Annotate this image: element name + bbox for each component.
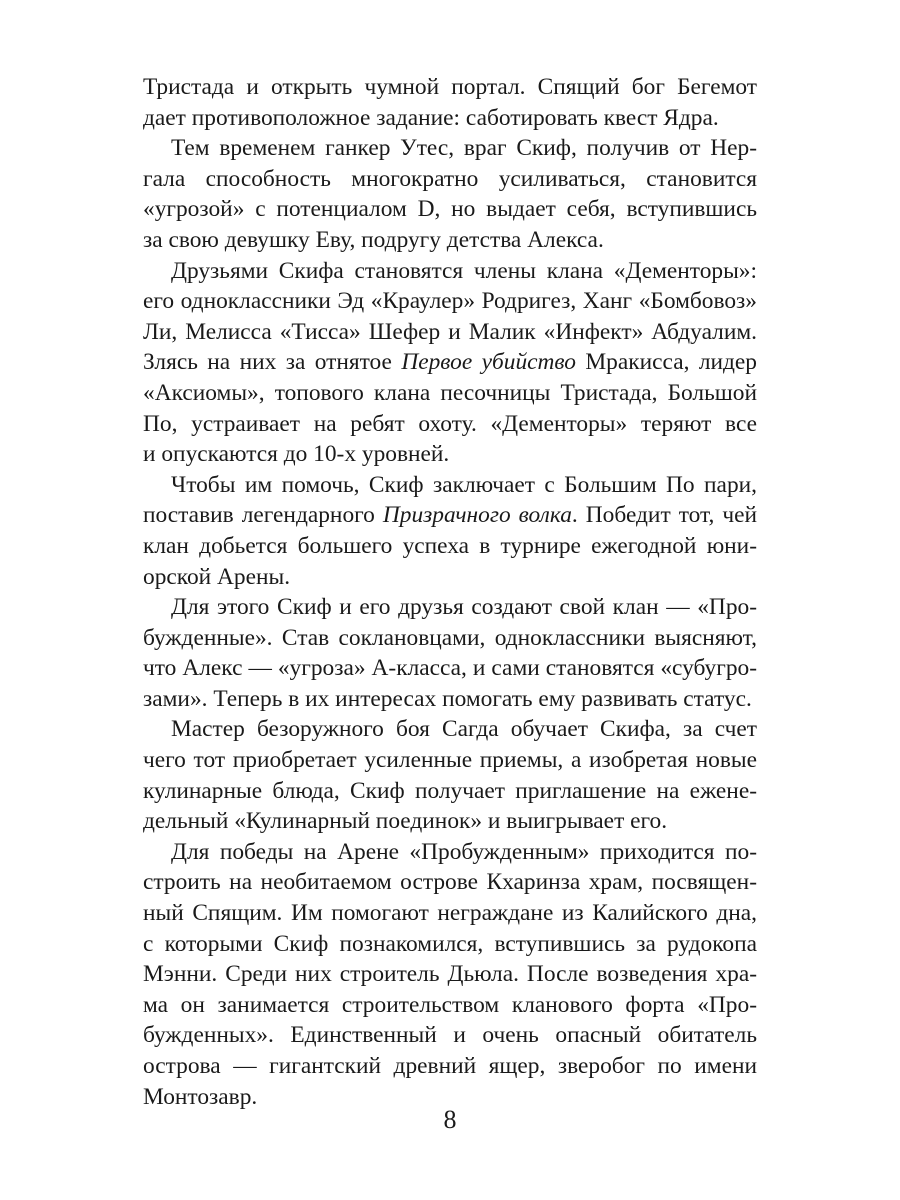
text-line: дельный «Кулинарный поединок» и выигрывает его. xyxy=(143,808,668,835)
paragraph xyxy=(143,256,757,470)
italic-title: Призрачного волка xyxy=(382,502,572,529)
text-line: По, устраивает на ребят охоту. «Дементоры» теряют все xyxy=(143,410,757,437)
text-line: Мастер безоружного боя Сагда обучает Скифа, за счет xyxy=(171,716,757,743)
text-line: «угрозой» с потенциалом D, но выдает себя, вступившись xyxy=(143,196,757,223)
text-line: строить на необитаемом острове Кхаринза храм, посвящен- xyxy=(143,869,757,896)
text-line: острова — гигантский древний ящер, зверобог по имени xyxy=(143,1053,757,1079)
paragraph xyxy=(143,592,757,714)
text-line: что Алекс — «угроза» А-класса, и сами становятся «субугро- xyxy=(143,655,757,682)
text-line: Ли, Мелисса «Тисса» Шефер и Малик «Инфект» Абдуалим. xyxy=(143,318,757,345)
text-line: Для победы на Арене «Пробужденным» приходится по- xyxy=(171,838,757,865)
text-line: Тристада и открыть чумной портал. Спящий бог Бегемот xyxy=(143,74,757,100)
text-line: его одноклассники Эд «Краулер» Родригез, Ханг «Бомбовоз» xyxy=(143,288,757,315)
text-line xyxy=(143,347,757,378)
text-line: и опускаются до 10-х уровней. xyxy=(143,441,450,468)
text-line: за свою девушку Еву, подругу детства Алекса. xyxy=(143,226,604,253)
paragraph xyxy=(143,714,757,836)
paragraph xyxy=(143,133,757,255)
text-line: бужденных». Единственный и очень опасный обитатель xyxy=(143,1022,757,1049)
text-line: Тем временем ганкер Утес, враг Скиф, получив от Нер- xyxy=(171,135,757,162)
text-line: чего тот приобретает усиленные приемы, а изобретая новые xyxy=(143,747,757,774)
text-line: кулинарные блюда, Скиф получает приглашение на ежене- xyxy=(143,777,757,804)
text-line: орской Арены. xyxy=(143,563,291,590)
text-line: гала способность многократно усиливаться, становится xyxy=(143,165,757,192)
text-line: дает противоположное задание: саботировать квест Ядра. xyxy=(143,104,719,131)
text-line: зами». Теперь в их интересах помогать ему развивать статус. xyxy=(143,685,752,712)
text-line: ный Спящим. Им помогают неграждане из Калийского дна, xyxy=(143,900,757,927)
text-line: «Аксиомы», топового клана песочницы Тристада, Большой xyxy=(143,379,757,406)
text-line: Монтозавр. xyxy=(143,1083,258,1110)
text-line xyxy=(143,500,757,531)
paragraph xyxy=(143,837,757,1112)
page-text xyxy=(143,72,757,1112)
text-line: Для этого Скиф и его друзья создают свой клан — «Про- xyxy=(171,594,757,621)
text-line: Друзьями Скифа становятся члены клана «Дементоры»: xyxy=(171,257,757,284)
italic-title: Первое убийство xyxy=(401,349,576,376)
text-run: . Победит тот, чей xyxy=(571,502,757,529)
text-run: поставив легендарного xyxy=(143,502,383,529)
text-run: Злясь на них за отнятое xyxy=(143,349,402,376)
page-number: 8 xyxy=(443,1105,457,1134)
text-line: бужденные». Став соклановцами, одноклассники выясняют, xyxy=(143,624,757,651)
text-line: ма он занимается строительством кланового форта «Про- xyxy=(143,991,757,1018)
text-run: Мракисса, лидер xyxy=(575,349,757,376)
text-line: Чтобы им помочь, Скиф заключает с Большим По пари, xyxy=(171,471,757,498)
text-line: клан добьется большего успеха в турнире ежегодной юни- xyxy=(143,532,757,559)
text-line: с которыми Скиф познакомился, вступившись за рудокопа xyxy=(143,930,757,957)
paragraph xyxy=(143,72,757,133)
text-line: Мэнни. Среди них строитель Дьюла. После возведения хра- xyxy=(143,961,757,988)
paragraph xyxy=(143,470,757,592)
